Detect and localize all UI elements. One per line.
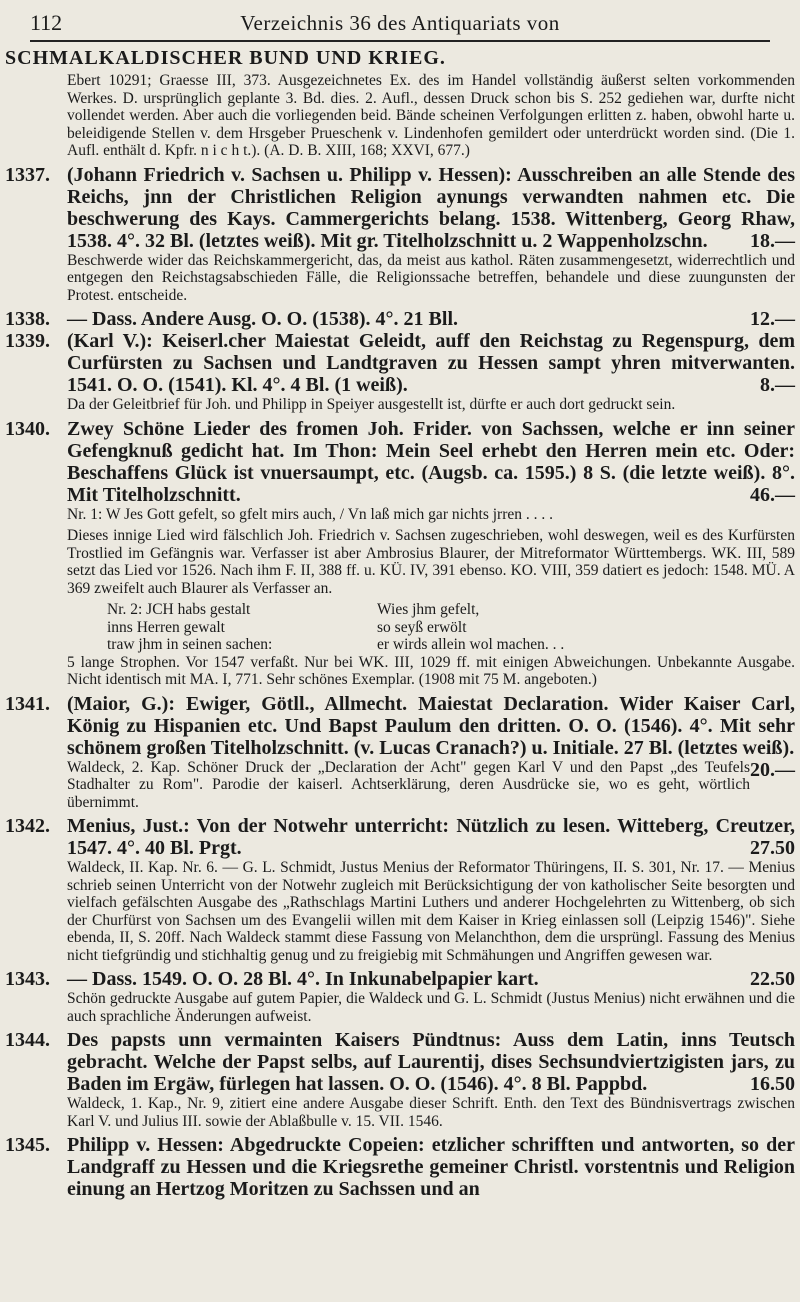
entry-body (67, 72, 795, 164)
page-header (30, 10, 770, 42)
entry-title (67, 164, 795, 252)
entry-price: 16.50 (750, 1073, 795, 1095)
entry-title-text: — Dass. Andere Ausg. O. O. (1538). 4°. 21 Bll. (67, 308, 458, 330)
entry-note: Da der Geleitbrief für Joh. und Philipp in Speiyer ausgestellt ist, dürfte er auch dort gedruckt sein. (67, 396, 676, 413)
entry-note: 5 lange Strophen. Vor 1547 verfaßt. Nur bei WK. III, 1029 ff. mit einigen Abweichungen. Unbekannte Ausgabe. Nicht identisch mit MA. I, 771. Sehr schönes Exemplar. (1908 mit 75 M. angeboten.) (67, 653, 795, 688)
entry-title-text: Menius, Just.: Von der Notwehr unterricht: Nützlich zu lesen. Witteberg, Creutzer, 1547. 4°. 40 Bl. Prgt. (67, 815, 795, 859)
entry-title-text: (Johann Friedrich v. Sachsen u. Philipp v. Hessen): Ausschreiben an alle Stende des Reichs, jnn der Christlichen Religion aynungs verwandten nahmen etc. Die beschwerung des Kays. Cammergerichts belang. 1538. Wittenberg, Georg Rhaw, 1538. 4°. 32 Bl. (letztes weiß). Mit gr. Titelholzschnitt u. 2 Wappenholzschn. (67, 163, 795, 252)
entry-body (67, 1134, 795, 1200)
verse-line: er wirds allein wol machen. . . (377, 636, 565, 653)
entry-title (67, 692, 795, 781)
catalog-entry (5, 164, 795, 309)
entry-title (67, 1134, 795, 1200)
entry-title (67, 815, 795, 859)
entry-title-text: (Karl V.): Keiserl.cher Maiestat Geleidt, auff den Reichstag zu Regenspurg, dem Curfürsten zu Sachsen und Landtgraven zu Hessen sampt yhren mitverwanten. 1541. O. O. (1541). Kl. 4°. 4 Bl. (1 weiß). (67, 330, 795, 396)
verse-line: inns Herren gewalt (107, 618, 225, 636)
catalog-entry (5, 1029, 795, 1134)
catalog-entry (5, 72, 795, 164)
entry-verse (107, 601, 795, 654)
entry-number: 1345. (5, 1134, 50, 1156)
page-number: 112 (30, 10, 63, 35)
entry-number: 1339. (5, 330, 50, 352)
entry-note: Ebert 10291; Graesse III, 373. Ausgezeichnetes Ex. des im Handel vollständig äußerst selten vorkommenden Werkes. D. ursprünglich geplante 3. Bd. dies. 2. Aufl., dessen Druck schon bis S. 252 gediehen war, durfte nicht vollendet werden. Aber auch die vorliegenden beid. Bände scheinen Verfolgungen erlitten z. haben, obwohl harte u. beleidigende Stellen v. dem Hrsgeber Prueschenk v. Lindenhofen gemildert oder unterdrückt worden sind. (Die 1. Aufl. enthält d. Kpfr. n i c h t.). (A. D. B. XIII, 168; XXVI, 677.) (67, 72, 795, 159)
entry-title (67, 418, 795, 506)
catalog-entry (5, 693, 795, 816)
entry-note: Waldeck, 2. Kap. Schöner Druck der „Declaration der Acht" gegen Karl V und den Papst „des Teufels Stadhalter zu Rom". Parodie der kaiserl. Achtserklärung, deren Ausdrücke sie, wo es geht, wörtlich übernimmt. (67, 758, 750, 811)
entry-price: 20.— (750, 758, 795, 781)
entry-price: 18.— (750, 229, 795, 252)
entry-body (67, 330, 795, 418)
entry-body (67, 1029, 795, 1134)
catalog-entry (5, 308, 795, 330)
entry-number (5, 72, 67, 164)
catalog-entry (5, 968, 795, 1029)
entry-body (67, 693, 795, 816)
entry-title (67, 968, 795, 990)
entry-number: 1342. (5, 815, 50, 837)
catalog-entry (5, 815, 795, 968)
section-heading: SCHMALKALDISCHER BUND UND KRIEG. (5, 47, 446, 69)
verse-line: Nr. 2: JCH habs gestalt (107, 601, 251, 618)
entry-note: Nr. 1: W Jes Gott gefelt, so gfelt mirs auch, / Vn laß mich gar nichts jrren . . . . (67, 505, 554, 523)
entry-note: Schön gedruckte Ausgabe auf gutem Papier, die Waldeck und G. L. Schmidt (Justus Menius) nicht erwähnen und die auch sprachliche Änderungen aufweist. (67, 990, 795, 1025)
entry-title-text: Philipp v. Hessen: Abgedruckte Copeien: etzlicher schrifften und antworten, so der Landgraff zu Hessen und die Kriegsrethe gemeiner Christl. vorstentnis und Religion einung an Hertzog Moritzen zu Sachssen und an (67, 1134, 795, 1200)
catalog-entry (5, 330, 795, 418)
entry-price: 12.— (750, 308, 795, 330)
entry-body (67, 418, 795, 693)
entry-number: 1338. (5, 308, 50, 330)
entry-number: 1343. (5, 968, 50, 990)
entry-title (67, 330, 795, 396)
verse-line: traw jhm in seinen sachen: (107, 636, 273, 653)
catalog-entry (5, 1134, 795, 1200)
entry-note: Waldeck, II. Kap. Nr. 6. — G. L. Schmidt, Justus Menius der Reformator Thüringens, II. S. 301, Nr. 17. — Menius schrieb seinen Unterricht von der Notwehr zugleich mit Berücksichtigung der von katholischer Seite besorgten und vielfach gefälschten Ausgabe des „Rathschlags Martini Luthers und anderer Hochgelehrten zu Wittenberg, ob sich der Churfürst von Sachsen um des Evangelii willen mit dem Kaiser in Krieg einlassen soll (Leipzig 1546)". Siehe ebenda, II, S. 20ff. Nach Waldeck stammt diese Fassung von Melanchthon, dem die ursprüngl. Fassung des Menius nicht tiefgründig und stichhaltig genug und zu freigiebig mit Schmähungen und Angriffen gewesen war. (67, 859, 795, 964)
entry-title (67, 308, 795, 330)
entry-number: 1344. (5, 1029, 50, 1051)
entry-title (67, 1029, 795, 1095)
entry-price: 46.— (750, 483, 795, 506)
entry-price: 22.50 (750, 968, 795, 990)
entry-body (67, 815, 795, 968)
entry-price: 8.— (760, 374, 795, 396)
entry-price: 27.50 (750, 837, 795, 859)
entry-title-text: (Maior, G.): Ewiger, Götll., Allmecht. Maiestat Declaration. Wider Kaiser Carl, König zu Hispanien etc. Und Bapst Paulum den dritten. O. O. (1546). 4°. Mit sehr schönem großen Titelholzschnitt. (v. Lucas Cranach?) u. Initiale. 27 Bl. (letztes weiß). (67, 692, 795, 759)
entry-body (67, 968, 795, 1029)
entry-number: 1337. (5, 163, 50, 186)
entry-note: Waldeck, 1. Kap., Nr. 9, zitiert eine andere Ausgabe dieser Schrift. Enth. den Text des Bündnisvertrags zwischen Karl V. und Julius III. sowie der Ablaßbulle v. 15. VII. 1546. (67, 1095, 795, 1130)
running-title: Verzeichnis 36 des Antiquariats von (240, 11, 560, 35)
verse-line: so seyß erwölt (377, 618, 467, 636)
catalog-entry (5, 418, 795, 693)
entry-body (67, 308, 795, 330)
entry-note: Beschwerde wider das Reichskammergericht, das, da meist aus kathol. Räten zusammengesetzt, widerrechtlich und entgegen den Reichstagsabschieden Fälle, die Religionssache betreffen, behandele und diese zuungunsten der Protest. entscheide. (67, 251, 795, 304)
entry-title-text: Des papsts unn vermainten Kaisers Pündtnus: Auss dem Latin, inns Teutsch gebracht. Welche der Papst selbs, auf Laurentij, dises Sechsundviertzigisten jars, zu Baden im Ergäw, fürlegen hat lassen. O. O. (1546). 4°. 8 Bl. Pappbd. (67, 1029, 795, 1095)
entry-note: Dieses innige Lied wird fälschlich Joh. Friedrich v. Sachsen zugeschrieben, wohl deswegen, weil es des Kurfürsten Trostlied im Gefängnis war. Verfasser ist aber Ambrosius Blaurer, der Mitreformator Württembergs. WK. III, 589 setzt das Lied vor 1526. Nach ihm F. II, 388 ff. u. KÜ. IV, 391 ebenso. KO. VIII, 359 datiert es jedoch: 1548. MÜ. A 369 zweifelt auch Blaurer als Verfasser an. (67, 527, 795, 597)
entry-title-text: — Dass. 1549. O. O. 28 Bl. 4°. In Inkunabelpapier kart. (67, 968, 539, 990)
entry-number: 1341. (5, 692, 50, 715)
entry-body (67, 164, 795, 309)
entry-number: 1340. (5, 417, 50, 440)
catalog-entries (5, 72, 795, 1200)
verse-line: Wies jhm gefelt, (377, 601, 480, 618)
entry-title-text: Zwey Schöne Lieder des fromen Joh. Frider. von Sachssen, welche er inn seiner Gefengknuß gedicht hat. Im Thon: Mein Seel erhebt den Herren mein etc. Oder: Beschaffens Glück ist vnuersaumpt, etc. (Augsb. ca. 1595.) 8 S. (die letzte weiß). 8°. Mit Titelholzschnitt. (67, 417, 795, 506)
